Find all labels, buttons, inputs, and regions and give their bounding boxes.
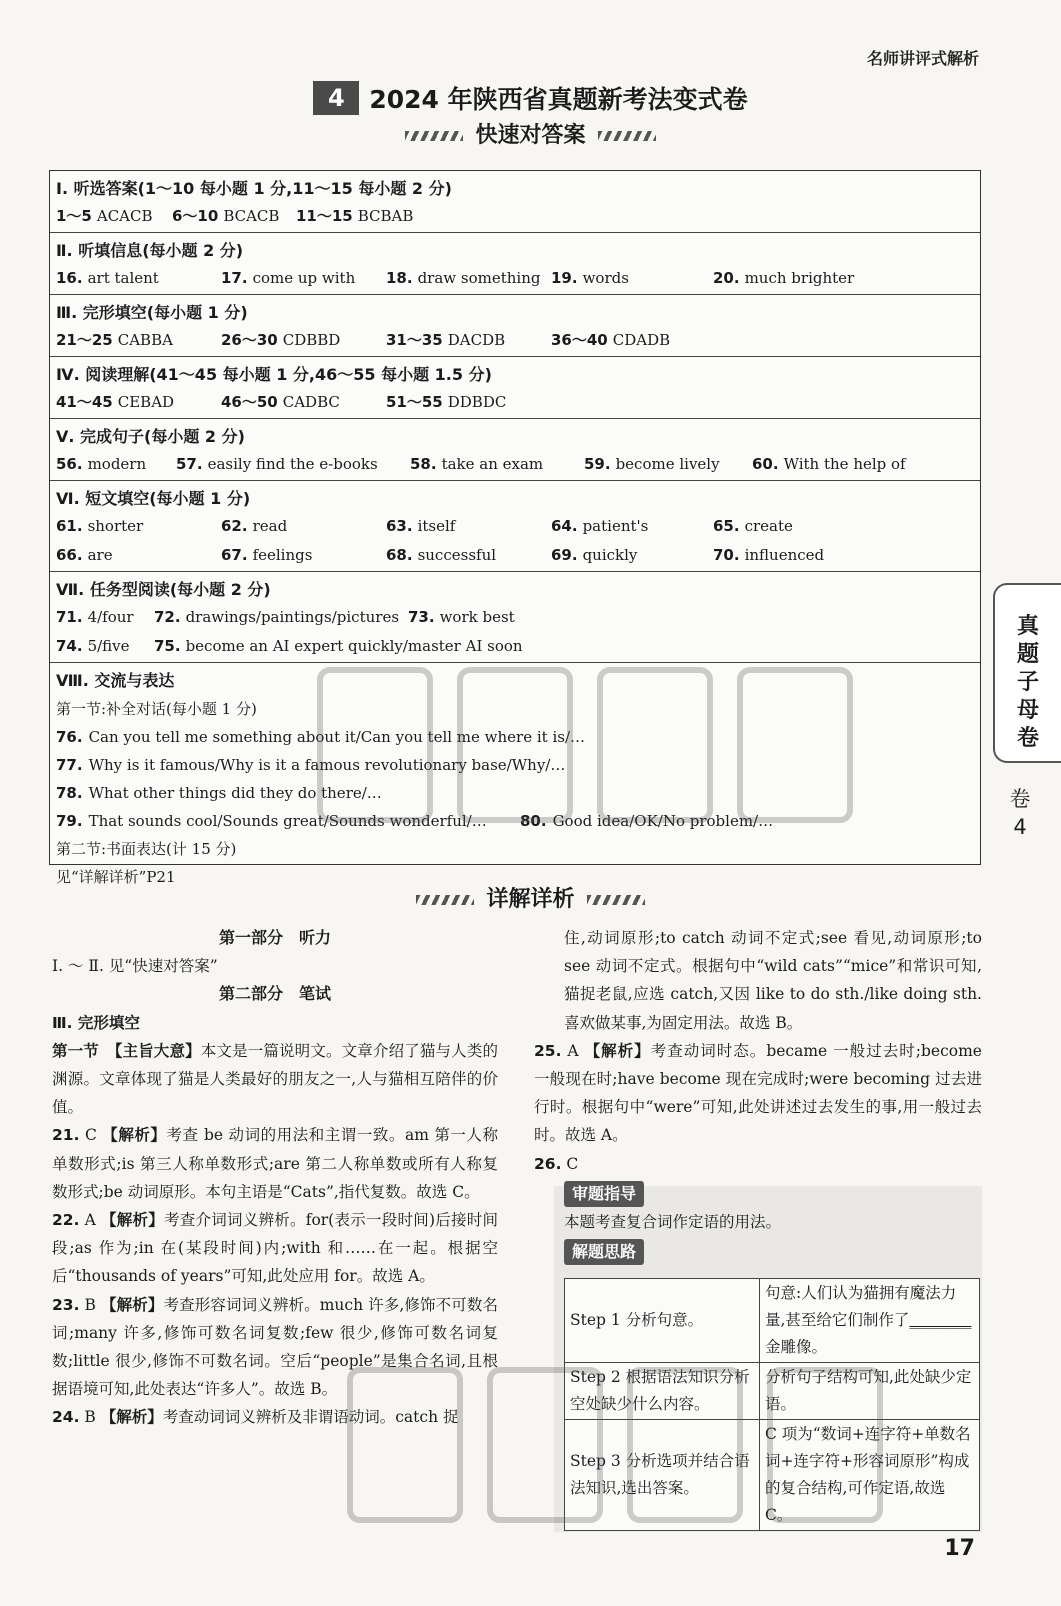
part-label: 第一节:补全对话(每小题 1 分) xyxy=(56,700,257,718)
section-reading: Ⅳ. 阅读理解(41～45 每小题 1 分,46～55 每小题 1.5 分) 41～45 CEBAD 46～50 CADBC 51～55 DDBDC xyxy=(50,357,980,419)
section-listening-fill: Ⅱ. 听填信息(每小题 2 分) 16. art talent 17. come up with 18. draw something 19. words 20. much brighter xyxy=(50,233,980,295)
answer-23: 23. B 【解析】考查形容词词义辨析。much 许多,修饰不可数名词;many 许多,修饰可数名词复数;few 很少,修饰可数名词复数;little 很少,修饰不可数名词。空后“people”是集合名词,且根据语境可知,此处表达“许多人”。故选 B。 xyxy=(52,1295,498,1399)
stripe-decoration-icon xyxy=(587,895,645,905)
stripe-decoration-icon xyxy=(416,895,474,905)
stripe-decoration-icon xyxy=(405,131,463,141)
stripe-decoration-icon xyxy=(598,131,656,141)
paper-title: 2024 年陕西省真题新考法变式卷 xyxy=(369,85,748,114)
section-title: Ⅵ. 短文填空(每小题 1 分) xyxy=(56,489,251,508)
table-row: Step 3 分析选项并结合语法知识,选出答案。 C 项为“数词+连字符+单数名词+连字符+形容词原形”构成的复合结构,可作定语,故选 C。 xyxy=(565,1420,980,1531)
table-row: Step 1 分析句意。 句意:人们认为猫拥有魔法力量,甚至给它们制作了________金雕像。 xyxy=(565,1279,980,1363)
section-task-reading: Ⅶ. 任务型阅读(每小题 2 分) 71. 4/four 72. drawings/paintings/pictures 73. work best 74. 5/five 75. become an AI expert quickly/master AI soon xyxy=(50,572,980,663)
section-title: Ⅶ. 任务型阅读(每小题 2 分) xyxy=(56,580,271,599)
section-title: Ⅲ. 完形填空(每小题 1 分) xyxy=(56,303,248,322)
section-title: Ⅳ. 阅读理解(41～45 每小题 1 分,46～55 每小题 1.5 分) xyxy=(56,365,492,384)
section-complete-sentences: Ⅴ. 完成句子(每小题 2 分) 56. modern 57. easily find the e-books 58. take an exam 59. become lively 60. With the help of xyxy=(50,419,980,481)
part-heading: 第二部分 笔试 xyxy=(218,984,331,1004)
watermark-icon xyxy=(300,640,860,840)
section-short-passage-fill: Ⅵ. 短文填空(每小题 1 分) 61. shorter 62. read 63. itself 64. patient's 65. create 66. are 67. feelings 68. successful 69. quickly 70. influenced xyxy=(50,481,980,572)
page-number: 17 xyxy=(944,1536,975,1561)
header-label: 名师讲评式解析 xyxy=(866,49,979,68)
section-cloze: Ⅲ. 完形填空(每小题 1 分) 21～25 CABBA 26～30 CDBBD 31～35 DACDB 36～40 CDADB xyxy=(50,295,980,357)
volume-label: 卷4 xyxy=(1009,787,1031,839)
part-heading: 第一部分 听力 xyxy=(218,928,331,947)
review-guide-tag: 审题指导 xyxy=(564,1181,644,1207)
answer-22: 22. A 【解析】考查介词词义辨析。for(表示一段时间)后接时间段;as 作为;in 在(某段时间)内;with 和……在一起。根据空后“thousands of years”可知,此处应用 for。故选 A。 xyxy=(52,1211,498,1286)
paper-number-badge: 4 xyxy=(313,81,359,115)
answer-21: 21. C 【解析】考查 be 动词的用法和主谓一致。am 第一人称单数形式;is 第三人称单数形式;are 第二人称单数或所有人称复数形式;be 动词原形。本句主语是“Cats”,指代复数。故选 C。 xyxy=(52,1126,498,1201)
left-column: 第一部分 听力 Ⅰ. ～ Ⅱ. 见“快速对答案” 第二部分 笔试 Ⅲ. 完形填空 第一节 【主旨大意】本文是一篇说明文。文章介绍了猫与人类的渊源。文章体现了猫是人类最好的朋友之一,人与猫相互陪伴的价值。 21. C 【解析】考查 be 动词的用法和主谓一致。am 第一人称单数形式;is 第三人称单数形式;are 第二人称单数或所有人称复数形式;be 动词原形。本句主语是“Cats”,指代复数。故选 C。 22. A 【解析】考查介词词义辨析。for(表示一段时间)后接时间段;as 作为;in 在(某段时间)内;with 和……在一起。根据空后“thousands of years”可知,此处应用 for。故选 A。 23. B 【解析】考查形容词词义辨析。much 许多,修饰不可数名词;many 许多,修饰可数名词复数;few 很少,修饰可数名词复数;little 很少,修饰不可数名词。空后“people”是集合名词,且根据语境可知,此处表达“许多人”。故选 B。 24. B 【解析】考查动词词义辨析及非谓语动词。catch 捉 xyxy=(52,924,498,1432)
section-title: Ⅱ. 听填信息(每小题 2 分) xyxy=(56,241,244,260)
section-title: Ⅰ. 听选答案(1～10 每小题 1 分,11～15 每小题 2 分) xyxy=(56,179,452,198)
watermark-icon xyxy=(330,1340,890,1540)
section-title: Ⅷ. 交流与表达 xyxy=(56,671,175,690)
section-listening-choice: Ⅰ. 听选答案(1～10 每小题 1 分,11～15 每小题 2 分) 1～5 ACACB 6～10 BCACB 11～15 BCBAB xyxy=(50,171,980,233)
table-row: Step 2 根据语法知识分析空处缺少什么内容。 分析句子结构可知,此处缺少定语。 xyxy=(565,1363,980,1420)
detail-heading: 详解详析 xyxy=(0,882,1061,913)
solution-approach-tag: 解题思路 xyxy=(564,1239,644,1265)
answer-24: 24. B 【解析】考查动词词义辨析及非谓语动词。catch 捉 xyxy=(52,1408,459,1427)
quick-answer-heading: 快速对答案 xyxy=(0,118,1061,149)
section-communication: Ⅷ. 交流与表达 第一节:补全对话(每小题 1 分) 76. Can you tell me something about it/Can you tell me where it is/… 77. Why is it famous/Why is it a famous revolutionary base/Why/… 78. What other things did they do there/… 79. That sounds cool/Sounds great/Sounds wonderful/… 80. Good idea/OK/No problem/… 第二节:书面表达(计 15 分) 见“详解详析”P21 xyxy=(50,663,980,891)
side-tab: 真题子母卷 xyxy=(993,583,1061,763)
title-bar xyxy=(0,80,1061,116)
answer-25: 25. A 【解析】考查动词时态。became 一般过去时;become 一般现在时;have become 现在完成时;were becoming 过去进行时。根据句中“were”可知,此处讲述过去发生的事,用一般过去时。故选 A。 xyxy=(534,1041,982,1145)
answer-26: 26. C xyxy=(534,1154,579,1173)
right-column: 住,动词原形;to catch 动词不定式;see 看见,动词原形;to see 动词不定式。根据句中“wild cats”“mice”和常识可知,猫捉老鼠,应选 catch,又因 like to do sth./like doing sth. 喜欢做某事,为固定用法。故选 B。 25. A 【解析】考查动词时态。became 一般过去时;become 一般现在时;have become 现在完成时;were becoming 过去进行时。根据句中“were”可知,此处讲述过去发生的事,用一般过去时。故选 A。 26. C 审题指导 本题考查复合词作定语的用法。 解题思路 xyxy=(564,924,982,1266)
see-reference: 见“详解详析”P21 xyxy=(56,868,176,886)
section-title: Ⅴ. 完成句子(每小题 2 分) xyxy=(56,427,245,446)
part-label: 第二节:书面表达(计 15 分) xyxy=(56,840,237,858)
